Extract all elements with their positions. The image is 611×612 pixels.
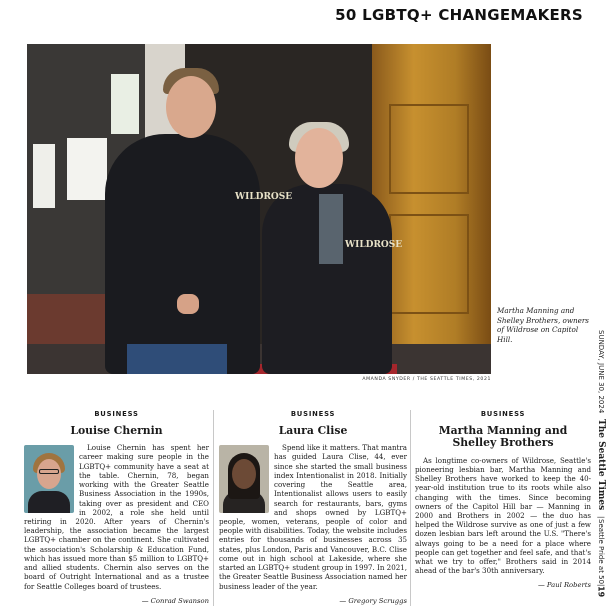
folio-separator: | [597, 583, 605, 587]
window-sign [67, 138, 107, 200]
article-kicker: BUSINESS [94, 410, 139, 418]
article-byline: — Paul Roberts [537, 581, 591, 590]
article-byline: — Conrad Swanson [141, 596, 209, 605]
article-byline: — Gregory Scruggs [339, 596, 407, 605]
person-martha-jeans [127, 344, 227, 374]
page-number: 19 [596, 586, 606, 598]
page-edge-folio [594, 330, 608, 608]
photo-caption: Martha Manning and Shelley Brothers, owners of Wildrose on Capitol Hill. [497, 306, 589, 345]
article-manning-brothers [415, 410, 591, 606]
section-name: Seattle Pride at 50 [597, 518, 605, 584]
hoodie-logo: WILDROSE [235, 192, 293, 202]
article-louise-chernin [24, 410, 209, 606]
section-header-title: 50 LGBTQ+ CHANGEMAKERS [335, 6, 583, 24]
photo-credit: AMANDA SNYDER / THE SEATTLE TIMES, 2021 [362, 377, 491, 382]
article-headline: Martha Manning and Shelley Brothers [438, 423, 568, 450]
article-text: Louise Chernin has spent her career making sure people in the LGBTQ+ community have a seat at the table. Chernin, 78, began working with the Greater Seattle Business Association in the 1990s, taking over as president and CEO in 2002, a role she held until retiring in 2020. After years of Chernin's leadership, the association became the largest LGBTQ+ chamber on the continent. She cultivated the association's Scholarship & Education Fund, which has issued more than $5 million to LGBTQ+ and allied students. Chernin also serves on the board of Outright International and as a trustee for Seattle Colleges board of trustees. [24, 443, 209, 591]
person-shelley-face [295, 128, 343, 188]
portrait-photo [24, 445, 74, 513]
article-kicker: BUSINESS [290, 410, 336, 418]
column-divider [213, 410, 214, 606]
door-panel [389, 104, 469, 194]
issue-date: SUNDAY, JUNE 30, 2024 [597, 330, 605, 414]
article-laura-clise [219, 410, 407, 606]
portrait-photo [219, 445, 269, 513]
feature-photo [27, 44, 491, 374]
window-sign [33, 144, 55, 208]
column-divider [410, 410, 411, 606]
person-martha-hand [177, 294, 199, 314]
article-body [415, 456, 591, 576]
door-panel [389, 214, 469, 314]
article-kicker: BUSINESS [480, 410, 526, 418]
article-text: Spend like it matters. That mantra has guided Laura Clise, 44, ever since she started the small business index Intentionalist in 2018. Initially covering the Seattle area, Intentionalist allows users to easily search for restaurants, bars, gyms and shops owned by LGBTQ+ people, women, veterans, people of color and people with disabilities. Today, the website includes entries for thousands of businesses across 35 states, plus London, Paris and Vancouver, B.C. Clise come out in high school at Lakeside, where she started an LGBTQ+ student group in 1997. In 2021, the Greater Seattle Business Association named her business leader of the year. [219, 443, 407, 591]
article-body [24, 443, 209, 591]
hoodie-logo: WILDROSE [345, 240, 403, 250]
article-headline: Laura Clise [278, 423, 348, 437]
article-body [219, 443, 407, 591]
newspaper-masthead: The Seattle Times [596, 419, 606, 511]
person-martha-hoodie [105, 134, 260, 374]
article-headline: Louise Chernin [70, 423, 163, 437]
window-sign [111, 74, 139, 134]
folio-separator: | [597, 516, 605, 519]
person-martha-face [166, 76, 216, 138]
article-text: As longtime co-owners of Wildrose, Seattle's pioneering lesbian bar, Martha Manning and Shelley Brothers have worked to keep the 40-year-old institution true to its roots while also changing with the times. Since becoming owners of the Capitol Hill bar — Manning in 2000 and Brothers in 2002 — the duo has helped the Wildrose survive as one of just a few dozen lesbian bars left around the U.S. "There's always going to be a need for a place where people can get together and feel safe, and that's what we try to offer," Brothers said in 2014 ahead of the bar's 30th anniversary. [415, 455, 591, 576]
person-shelley-shirt [319, 194, 343, 264]
